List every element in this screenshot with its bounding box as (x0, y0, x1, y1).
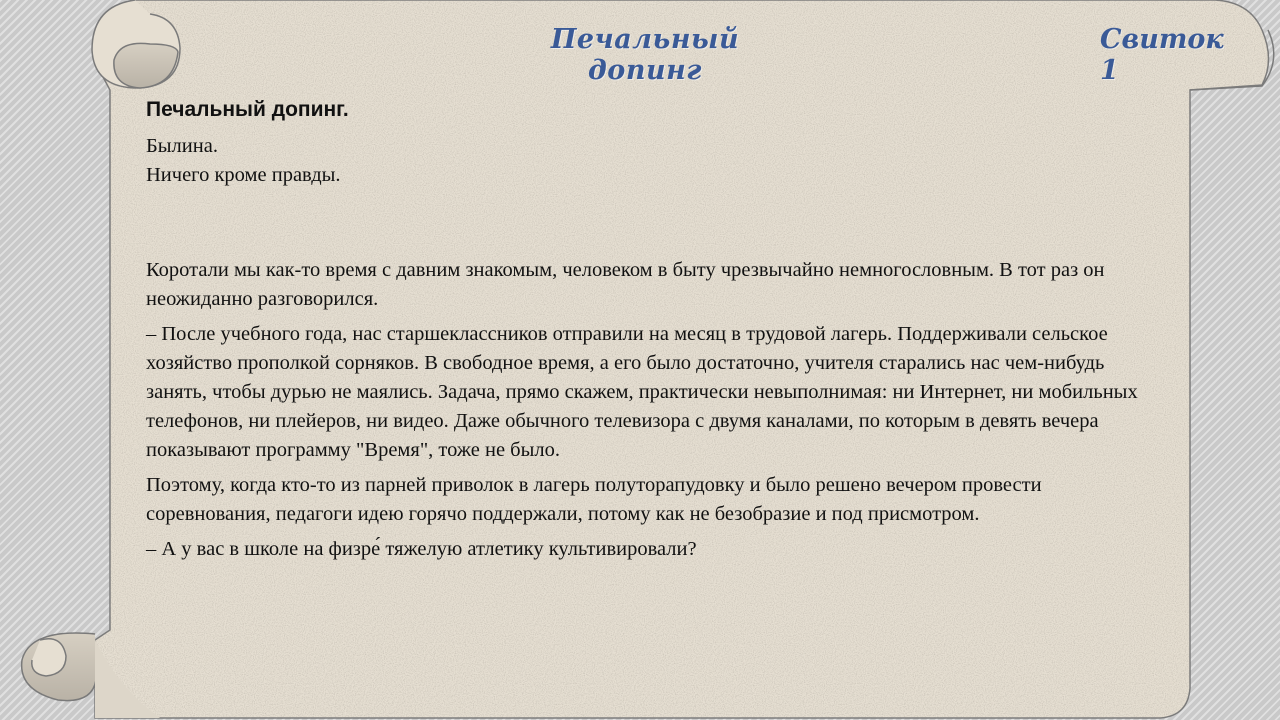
paragraph: Коротали мы как-то время с давним знакомым, человеком в быту чрезвычайно немногословным. В тот раз он неожиданно разговорился. (146, 259, 1105, 310)
document-body (146, 96, 1156, 570)
scroll-header-title: Печальный допинг (550, 24, 740, 86)
story-text (146, 256, 1156, 564)
paragraph: – После учебного года, нас старшеклассников отправили на месяц в трудовой лагерь. Поддерживали сельское хозяйство прополкой сорняков. В свободное время, а его было достаточно, учителя старались нас чем-нибудь занять, чтобы дурью не маялись. Задача, прямо скажем, практически невыполнимая: ни Интернет, ни мобильных телефонов, ни плейеров, ни видео. Даже обычного телевизора с двумя каналами, по которым в девять вечера показывают программу "Время", тоже не было. (146, 323, 1138, 461)
paragraph: Поэтому, когда кто-то из парней приволок в лагерь полуторапудовку и было решено вечером провести соревнования, педагоги идею горячо поддержали, потому как не безобразие и под присмотром. (146, 474, 1042, 525)
subtitle-lines (146, 132, 1156, 190)
paragraph: – А у вас в школе на физре́ тяжелую атлетику культивировали? (146, 538, 697, 560)
subtitle-line: Ничего кроме правды. (146, 164, 341, 186)
scroll-number-label: Свиток 1 (1100, 24, 1224, 86)
subtitle-line: Былина. (146, 135, 218, 157)
document-title: Печальный допинг. (146, 98, 349, 121)
